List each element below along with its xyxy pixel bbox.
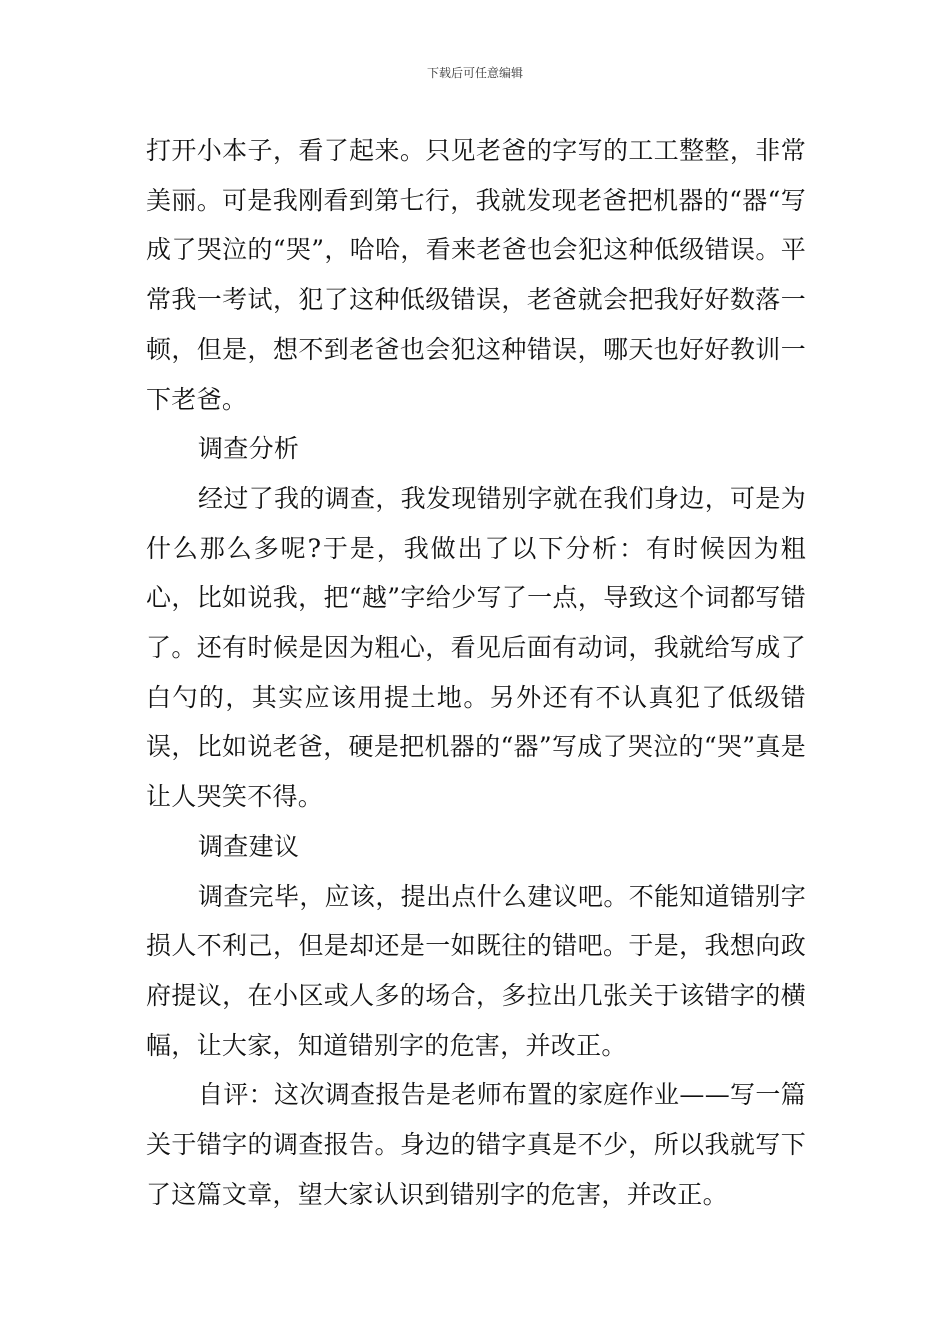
paragraph-suggestion: 调查完毕，应该，提出点什么建议吧。不能知道错别字损人不利己，但是却还是一如既往的错吧。于是，我想向政府提议，在小区或人多的场合，多拉出几张关于该错字的横幅，让大家，知道错别字的危害，并改正。	[146, 881, 806, 1060]
document-body	[146, 126, 806, 1219]
section-heading-analysis: 调查分析	[198, 434, 300, 464]
page-header: 下载后可任意编辑	[426, 66, 523, 80]
paragraph-story: 打开小本子，看了起来。只见老爸的字写的工工整整，非常美丽。可是我刚看到第七行，我就发现老爸把机器的“器“写成了哭泣的“哭”，哈哈，看来老爸也会犯这种低级错误。平常我一考试，犯了这种低级错误，老爸就会把我好好数落一顿，但是，想不到老爸也会犯这种错误，哪天也好好教训一下老爸。	[146, 136, 806, 414]
section-heading-suggestion: 调查建议	[198, 831, 300, 861]
paragraph-self-review: 自评：这次调查报告是老师布置的家庭作业——写一篇关于错字的调查报告。身边的错字真是不少，所以我就写下了这篇文章，望大家认识到错别字的危害，并改正。	[146, 1080, 806, 1209]
paragraph-analysis: 经过了我的调查，我发现错别字就在我们身边，可是为什么那么多呢?于是，我做出了以下分析：有时候因为粗心，比如说我，把“越”字给少写了一点，导致这个词都写错了。还有时候是因为粗心，看见后面有动词，我就给写成了白勺的，其实应该用提土地。另外还有不认真犯了低级错误，比如说老爸，硬是把机器的“器”写成了哭泣的“哭”真是让人哭笑不得。	[146, 483, 806, 812]
